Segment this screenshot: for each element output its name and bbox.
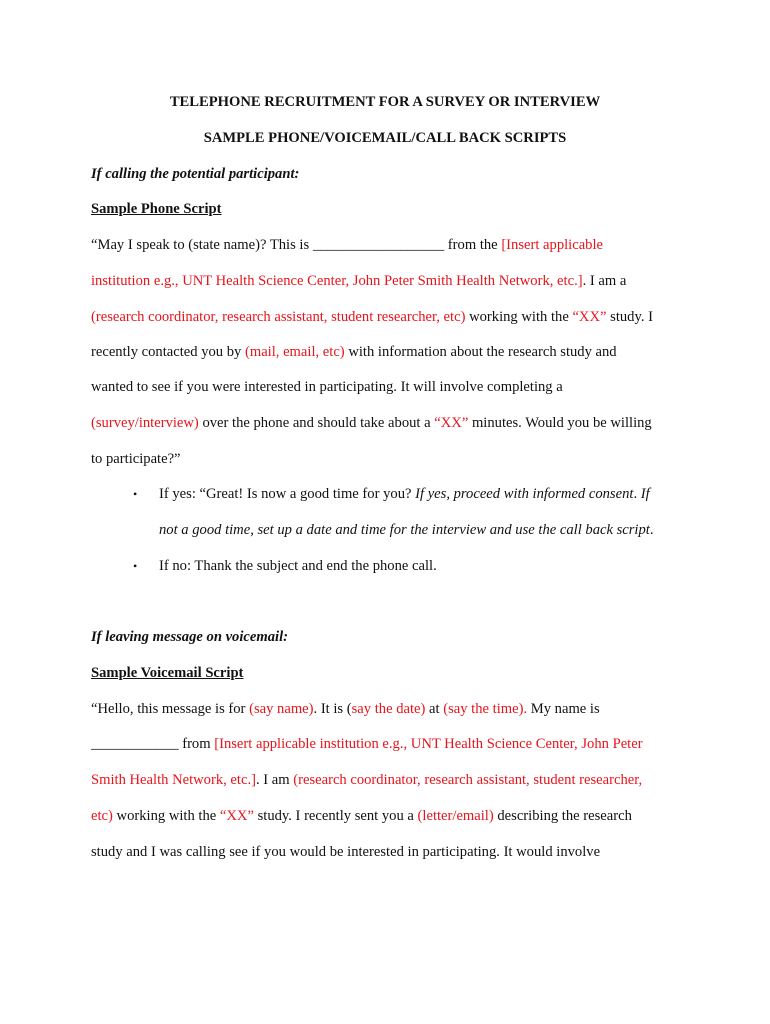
placeholder-span: say the date): [351, 701, 426, 717]
instruction-span: If: [640, 486, 650, 502]
placeholder-span: “XX”: [572, 309, 607, 325]
document-subtitle: SAMPLE PHONE/VOICEMAIL/CALL BACK SCRIPTS: [203, 130, 567, 146]
text-span: with information about the research study and: [344, 344, 617, 360]
text-span: minutes. Would you be willing: [468, 415, 652, 431]
document-title: TELEPHONE RECRUITMENT FOR A SURVEY OR INTERVIEW: [169, 94, 601, 110]
bullet-item-no: [133, 558, 437, 575]
placeholder-span: etc): [91, 808, 113, 824]
text-span: study. I: [606, 309, 653, 325]
text-span: My name is: [527, 701, 600, 717]
phone-script-line-4: [91, 344, 617, 361]
phone-script-line-6: [91, 415, 652, 432]
placeholder-span: (survey/interview): [91, 415, 199, 431]
text-span: recently contacted you by: [91, 344, 245, 360]
instruction-span: not a good time, set up a date and time for the interview and use the call back script: [159, 522, 650, 538]
placeholder-span: (say name): [249, 701, 314, 717]
placeholder-span: [Insert applicable institution e.g., UNT Health Science Center, John Peter: [214, 736, 643, 752]
placeholder-span: (mail, email, etc): [244, 344, 345, 360]
phone-script-line-2: [91, 273, 626, 290]
instruction-span: If yes, proceed with informed consent: [415, 486, 634, 502]
placeholder-span: (letter/email): [417, 808, 494, 824]
bullet-item-yes-continued: [159, 522, 654, 539]
phone-section-heading: If calling the potential participant:: [91, 166, 300, 182]
bullet-item-yes: [133, 486, 650, 503]
placeholder-span: “XX”: [219, 808, 254, 824]
text-span: . I am: [255, 772, 294, 788]
placeholder-span: (research coordinator, research assistant, student researcher, etc): [91, 309, 466, 325]
text-span: “Hello, this message is for: [91, 701, 250, 717]
placeholder-span: [Insert applicable: [501, 237, 604, 253]
text-span: .: [649, 522, 654, 538]
text-span: ____________ from: [91, 736, 215, 752]
phone-script-line-3: [91, 309, 653, 326]
text-span: working with the: [465, 309, 573, 325]
phone-script-title: Sample Phone Script: [91, 201, 222, 217]
text-span: If yes: “Great! Is now a good time for you?: [159, 486, 416, 502]
text-span: . It is (: [313, 701, 352, 717]
text-span: at: [425, 701, 444, 717]
voicemail-script-line-4: [91, 808, 632, 825]
text-span: “May I speak to (state name)? This is __________________ from the: [91, 237, 502, 253]
placeholder-span: (say the time).: [443, 701, 528, 717]
text-span: .: [633, 486, 641, 502]
voicemail-script-title: Sample Voicemail Script: [91, 665, 244, 681]
text-span: . I am a: [582, 273, 627, 289]
voicemail-script-line-2: [91, 736, 643, 753]
voicemail-script-line-5: study and I was calling see if you would be interested in participating. It would involve: [91, 844, 601, 860]
voicemail-script-line-3: [91, 772, 642, 789]
bullet-icon: •: [133, 559, 138, 573]
phone-script-line-5: wanted to see if you were interested in participating. It will involve completing a: [91, 379, 563, 395]
text-span: working with the: [112, 808, 220, 824]
phone-script-line-1: [91, 237, 603, 254]
text-span: over the phone and should take about a: [198, 415, 435, 431]
voicemail-script-line-1: [91, 701, 600, 718]
text-span: If no: Thank the subject and end the phone call.: [159, 558, 437, 574]
text-span: study. I recently sent you a: [253, 808, 418, 824]
phone-script-line-7: to participate?”: [91, 451, 181, 467]
placeholder-span: “XX”: [434, 415, 469, 431]
placeholder-span: (research coordinator, research assistant, student researcher,: [293, 772, 643, 788]
text-span: describing the research: [493, 808, 632, 824]
bullet-icon: •: [133, 487, 138, 501]
placeholder-span: institution e.g., UNT Health Science Center, John Peter Smith Health Network, etc.]: [91, 273, 583, 289]
placeholder-span: Smith Health Network, etc.]: [91, 772, 256, 788]
voicemail-section-heading: If leaving message on voicemail:: [91, 629, 288, 645]
